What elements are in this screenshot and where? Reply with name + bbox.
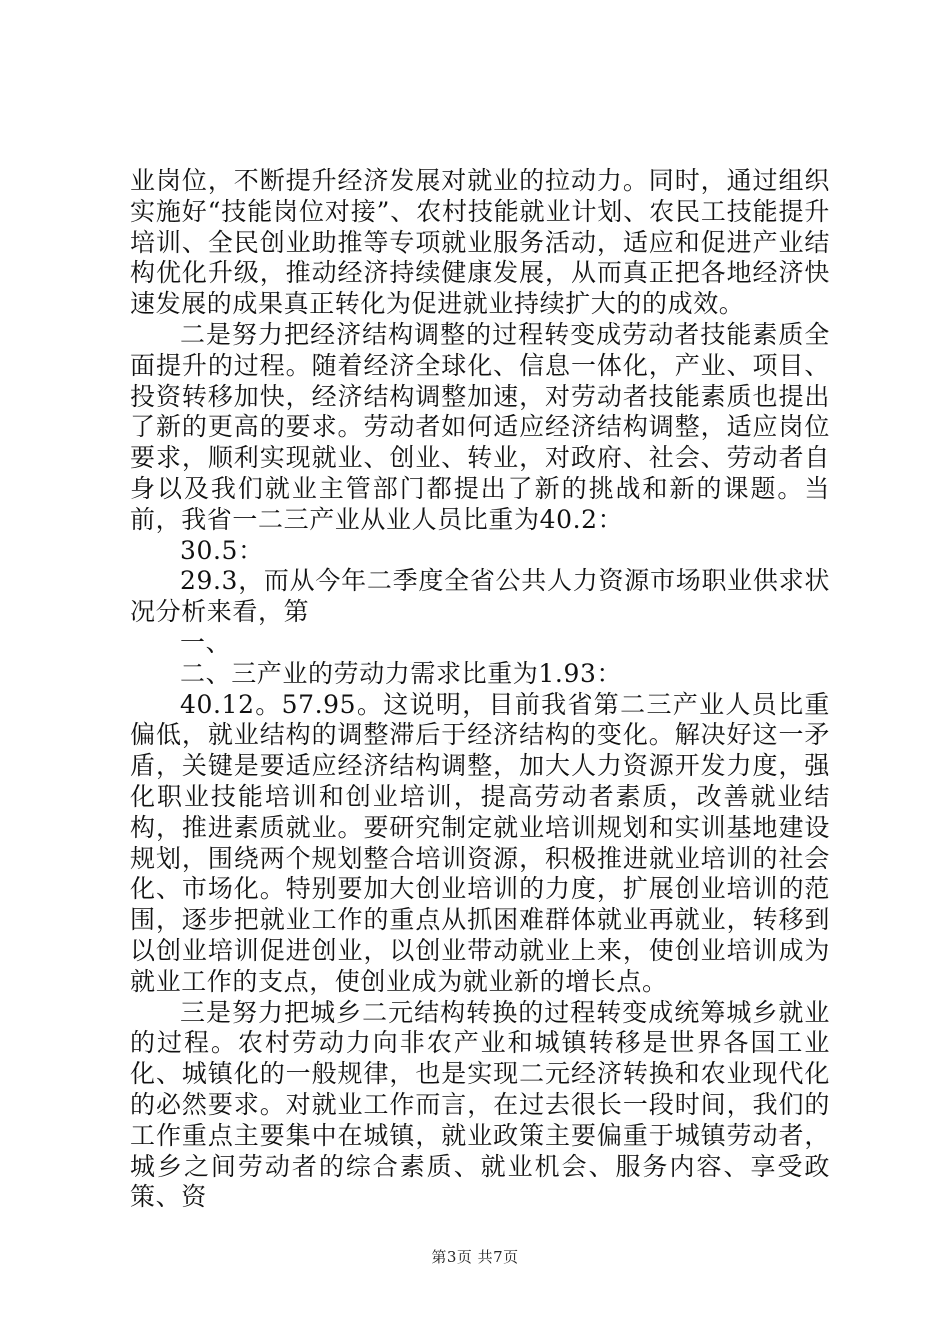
paragraph-point-two: 二是努力把经济结构调整的过程转变成劳动者技能素质全面提升的过程。随着经济全球化、信息一体化，产业、项目、投资转移加快，经济结构调整加速，对劳动者技能素质也提出了新的更高的要求。劳动者如何适应经济结构调整，适应岗位要求，顺利实现就业、创业、转业，对政府、社会、劳动者自身以及我们就业主管部门都提出了新的挑战和新的课题。当前，我省一二三产业从业人员比重为40.2：	[130, 319, 830, 534]
paragraph-point-three: 三是努力把城乡二元结构转换的过程转变成统筹城乡就业的过程。农村劳动力向非农产业和城镇转移是世界各国工业化、城镇化的一般规律，也是实现二元经济转换和农业现代化的必然要求。对就业工作而言，在过去很长一段时间，我们的工作重点主要集中在城镇，就业政策主要偏重于城镇劳动者，城乡之间劳动者的综合素质、就业机会、服务内容、享受政策、资	[130, 997, 830, 1212]
ratio-line: 二、三产业的劳动力需求比重为1.93：	[180, 658, 623, 688]
paragraph-continuation: 业岗位，不断提升经济发展对就业的拉动力。同时，通过组织实施好“技能岗位对接”、农村技能就业计划、农民工技能提升培训、全民创业助推等专项就业服务活动，适应和促进产业结构优化升级，推动经济持续健康发展，从而真正把各地经济快速发展的成果真正转化为促进就业持续扩大的的成效。	[130, 166, 830, 319]
ratio-line: 29.3，而从今年二季度全省公共人力资源市场职业供求状况分析来看，第	[130, 566, 830, 627]
ratio-line: 30.5：	[180, 535, 264, 565]
paragraph-analysis: 40.12。57.95。这说明，目前我省第二三产业人员比重偏低，就业结构的调整滞后于经济结构的变化。解决好这一矛盾，关键是要适应经济结构调整，加大人力资源开发力度，强化职业技能培训和创业培训，提高劳动者素质，改善就业结构，推进素质就业。要研究制定就业培训规划和实训基地建设规划，围绕两个规划整合培训资源，积极推进就业培训的社会化、市场化。特别要加大创业培训的力度，扩展创业培训的范围，逐步把就业工作的重点从抓困难群体就业再就业，转移到以创业培训促进创业，以创业带动就业上来，使创业培训成为就业工作的支点，使创业成为就业新的增长点。	[130, 689, 830, 996]
page-number: 第3页 共7页	[431, 1248, 519, 1266]
list-fragment: 一、	[180, 627, 232, 657]
body-text	[130, 166, 830, 1213]
